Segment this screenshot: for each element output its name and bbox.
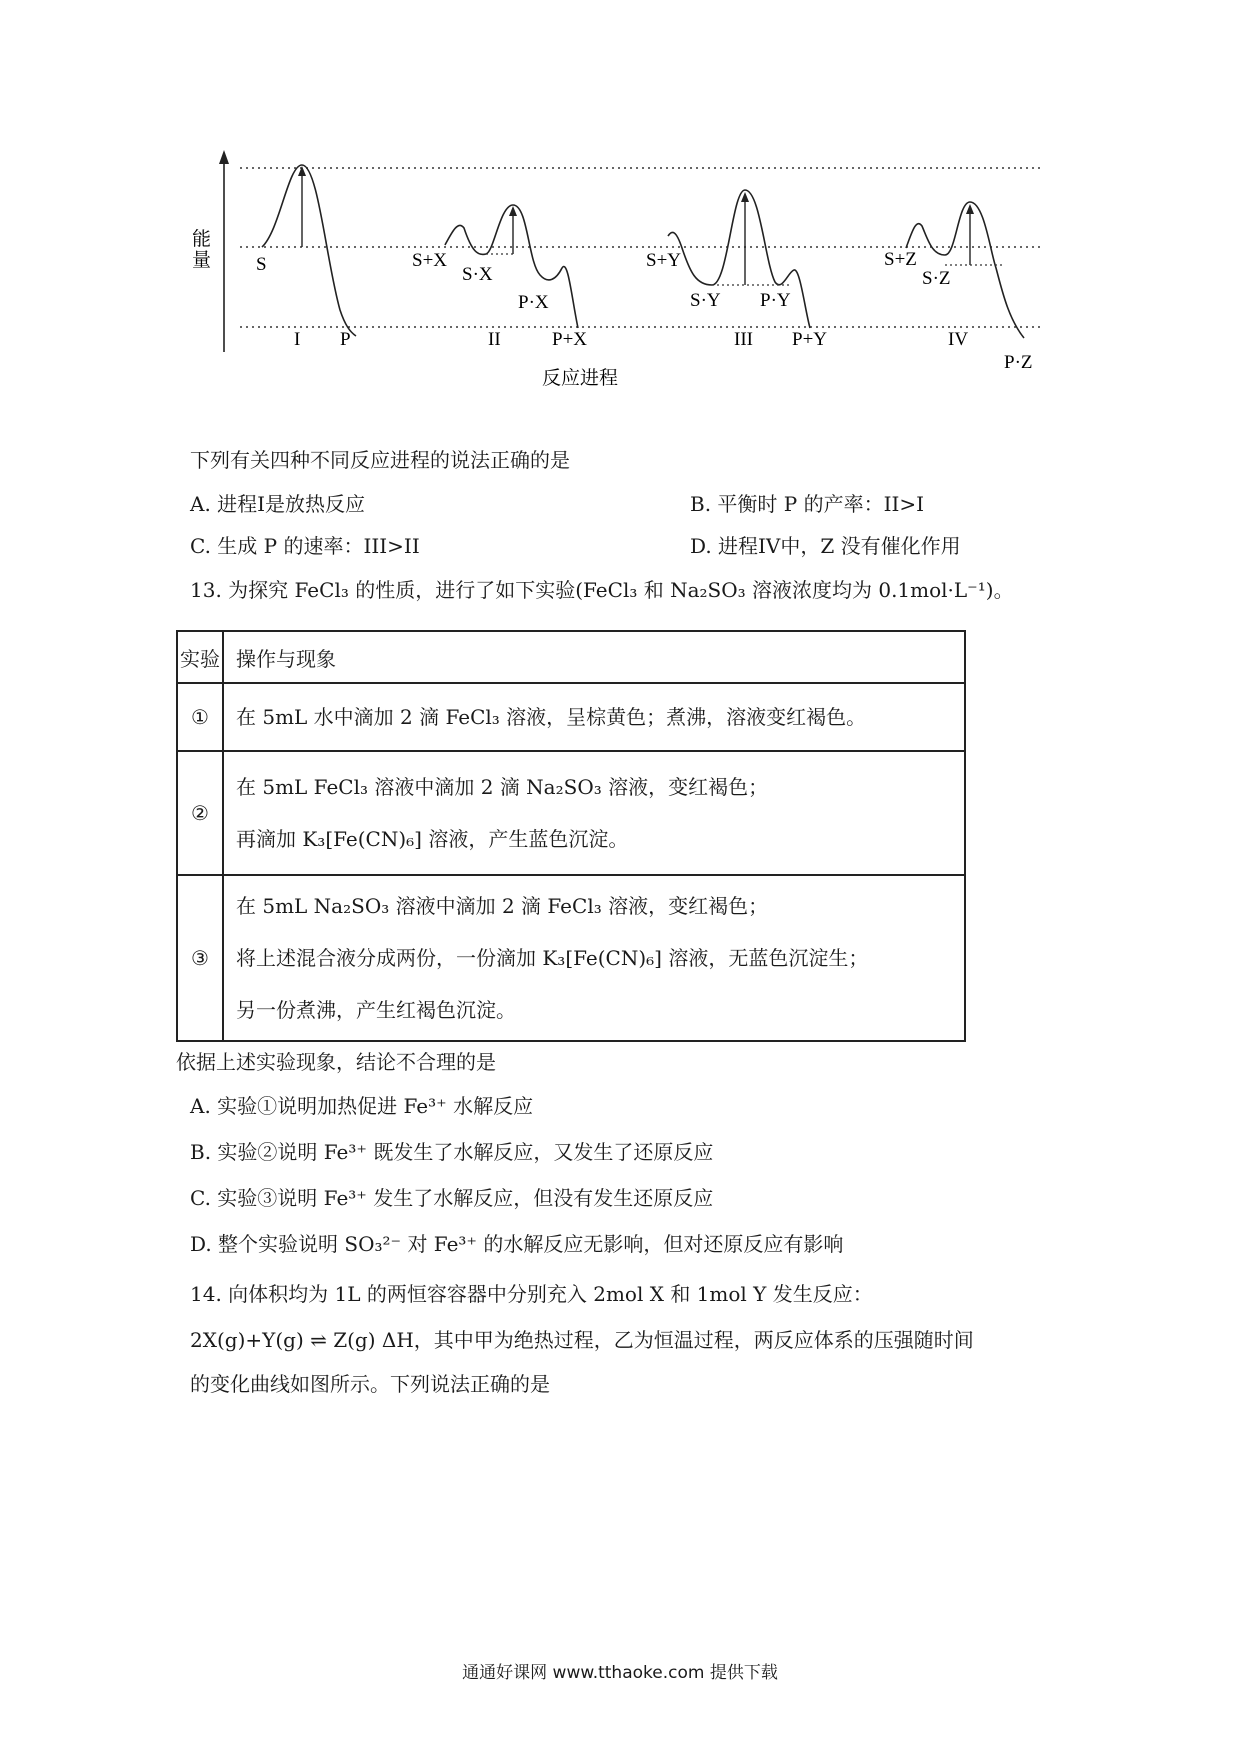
q12-option-a: A. 进程I是放热反应: [190, 492, 366, 516]
label-S+Z: S+Z: [884, 249, 917, 270]
label-S+Y: S+Y: [646, 250, 682, 271]
row-line: 在 5mL FeCl₃ 溶液中滴加 2 滴 Na₂SO₃ 溶液，变红褐色；: [236, 775, 769, 799]
x-axis-label: 反应进程: [542, 368, 619, 389]
label-S.Y: S·Y: [690, 290, 721, 311]
y-label-bottom: 量: [192, 250, 212, 271]
q13-stem: 13. 为探究 FeCl₃ 的性质，进行了如下实验(FeCl₃ 和 Na₂SO₃ 溶液浓度均为 0.1mol·L⁻¹)。: [190, 578, 1014, 602]
q13-conclusion-stem: 依据上述实验现象，结论不合理的是: [176, 1050, 496, 1074]
energy-diagram: [0, 0, 1240, 400]
row-line: 另一份煮沸，产生红褐色沉淀。: [236, 998, 516, 1022]
label-P.Y: P·Y: [760, 290, 791, 311]
q13-option-b: B. 实验②说明 Fe³⁺ 既发生了水解反应，又发生了还原反应: [190, 1140, 714, 1164]
q12-option-d: D. 进程IV中，Z 没有催化作用: [690, 534, 961, 558]
q13-option-c: C. 实验③说明 Fe³⁺ 发生了水解反应，但没有发生还原反应: [190, 1186, 714, 1210]
q14-line-3: 的变化曲线如图所示。下列说法正确的是: [190, 1372, 550, 1396]
table-row: [177, 683, 965, 751]
row-line: 在 5mL 水中滴加 2 滴 FeCl₃ 溶液，呈棕黄色；煮沸，溶液变红褐色。: [236, 705, 867, 729]
q13-option-d: D. 整个实验说明 SO₃²⁻ 对 Fe³⁺ 的水解反应无影响，但对还原反应有影响: [190, 1232, 844, 1256]
table-row: [177, 875, 965, 1041]
curve-I: [262, 165, 356, 336]
row-line: 将上述混合液分成两份，一份滴加 K₃[Fe(CN)₆] 溶液，无蓝色沉淀生；: [236, 946, 869, 970]
q14-line-2: 2X(g)+Y(g) ⇌ Z(g) ΔH，其中甲为绝热过程，乙为恒温过程，两反应体系的压强随时间: [190, 1328, 974, 1352]
q13-option-a: A. 实验①说明加热促进 Fe³⁺ 水解反应: [190, 1094, 534, 1118]
label-II: II: [488, 329, 501, 350]
label-S: S: [256, 254, 267, 275]
row-content: [223, 683, 965, 751]
label-P.Z: P·Z: [1004, 352, 1033, 373]
y-label-top: 能: [192, 229, 212, 250]
table-row: [177, 751, 965, 875]
label-III: III: [734, 329, 753, 350]
label-S.X: S·X: [462, 264, 493, 285]
label-P: P: [340, 329, 351, 350]
row-content: [223, 875, 965, 1041]
q14-line-1: 14. 向体积均为 1L 的两恒容容器中分别充入 2mol X 和 1mol Y 发生反应：: [190, 1282, 873, 1306]
y-axis-arrow-icon: [219, 150, 229, 164]
table-header-row: [177, 631, 965, 683]
row-number: ①: [177, 683, 223, 751]
label-IV: IV: [948, 329, 969, 350]
label-S+X: S+X: [412, 250, 448, 271]
header-experiment: 实验: [177, 631, 223, 683]
row-line: 再滴加 K₃[Fe(CN)₆] 溶液，产生蓝色沉淀。: [236, 827, 629, 851]
label-I: I: [294, 329, 301, 350]
row-line: 在 5mL Na₂SO₃ 溶液中滴加 2 滴 FeCl₃ 溶液，变红褐色；: [236, 894, 769, 918]
q12-option-b: B. 平衡时 P 的产率：II>I: [690, 492, 925, 516]
label-P+Y: P+Y: [792, 329, 828, 350]
q12-option-c: C. 生成 P 的速率：III>II: [190, 534, 420, 558]
label-S.Z: S·Z: [922, 268, 951, 289]
q12-stem: 下列有关四种不同反应进程的说法正确的是: [190, 448, 570, 472]
row-number: ③: [177, 875, 223, 1041]
header-operation: 操作与现象: [223, 631, 965, 683]
row-content: [223, 751, 965, 875]
page-footer: 通通好课网 www.tthaoke.com 提供下载: [462, 1663, 778, 1683]
label-P+X: P+X: [552, 329, 588, 350]
label-P.X: P·X: [518, 292, 549, 313]
row-number: ②: [177, 751, 223, 875]
experiment-table: [176, 630, 966, 1042]
